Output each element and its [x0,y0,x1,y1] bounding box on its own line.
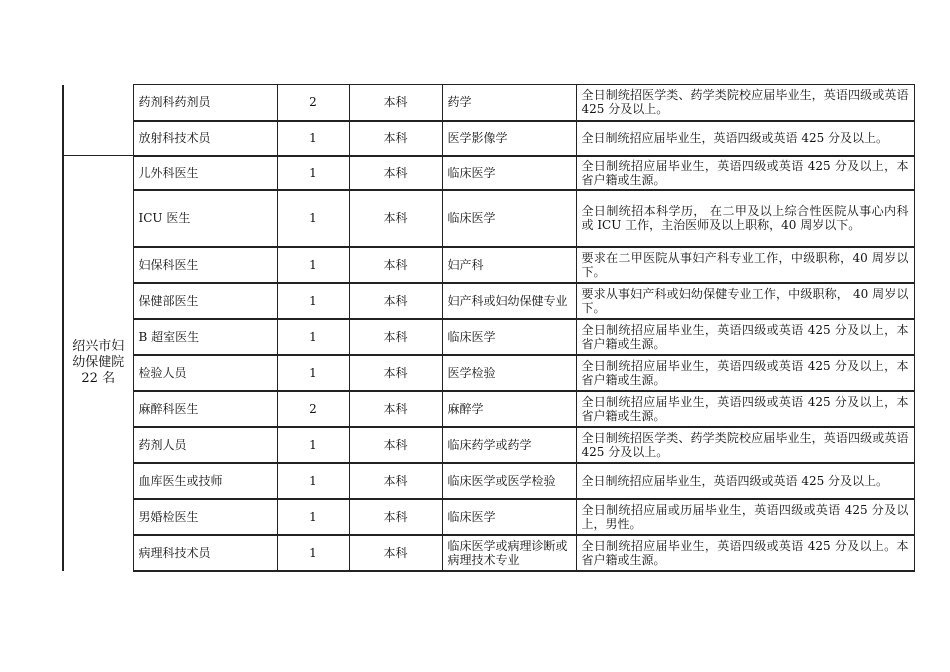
education-cell: 本科 [349,499,442,535]
position-cell: 药剂人员 [133,427,277,463]
requirement-cell: 全日制统招医学类、药学类院校应届毕业生，英语四级或英语 425 分及以上。 [576,427,914,463]
requirement-cell: 全日制统招本科学历， 在二甲及以上综合性医院从事心内科或 ICU 工作，主治医师及以上职称，40 周岁以下。 [576,190,914,247]
requirement-cell: 全日制统招应届毕业生，英语四级或英语 425 分及以上，本省户籍或生源。 [576,391,914,427]
major-cell: 医学检验 [442,355,576,391]
requirement-cell: 全日制统招应届毕业生，英语四级或英语 425 分及以上。 [576,121,914,156]
count-cell: 1 [277,156,349,190]
table-row [63,156,914,190]
position-cell: 放射科技术员 [133,121,277,156]
count-cell: 2 [277,85,349,121]
table-row [63,247,914,283]
position-cell: ICU 医生 [133,190,277,247]
major-cell: 临床医学 [442,319,576,355]
requirement-cell: 全日制统招应届毕业生，英语四级或英语 425 分及以上，本省户籍或生源。 [576,355,914,391]
table-row [63,190,914,247]
count-cell: 1 [277,319,349,355]
education-cell: 本科 [349,121,442,156]
table-row [63,391,914,427]
table-row [63,499,914,535]
major-cell: 医学影像学 [442,121,576,156]
education-cell: 本科 [349,156,442,190]
table-row [63,427,914,463]
requirement-cell: 全日制统招应届毕业生，英语四级或英语 425 分及以上，本省户籍或生源。 [576,319,914,355]
education-cell: 本科 [349,391,442,427]
table-row [63,319,914,355]
table-row [63,535,914,571]
position-cell: 病理科技术员 [133,535,277,571]
major-cell: 临床医学或医学检验 [442,463,576,499]
requirement-cell: 全日制统招应届毕业生，英语四级或英语 425 分及以上。本省户籍或生源。 [576,535,914,571]
education-cell: 本科 [349,535,442,571]
count-cell: 2 [277,391,349,427]
major-cell: 临床医学或病理诊断或病理技术专业 [442,535,576,571]
count-cell: 1 [277,535,349,571]
requirement-cell: 要求在二甲医院从事妇产科专业工作，中级职称，40 周岁以下。 [576,247,914,283]
position-cell: 妇保科医生 [133,247,277,283]
major-cell: 临床医学 [442,190,576,247]
major-cell: 临床药学或药学 [442,427,576,463]
major-cell: 临床医学 [442,156,576,190]
education-cell: 本科 [349,85,442,121]
position-cell: 儿外科医生 [133,156,277,190]
position-cell: 男婚检医生 [133,499,277,535]
count-cell: 1 [277,247,349,283]
requirement-cell: 要求从事妇产科或妇幼保健专业工作，中级职称， 40 周岁以下。 [576,283,914,319]
education-cell: 本科 [349,190,442,247]
table-row [63,121,914,156]
table-row [63,355,914,391]
major-cell: 药学 [442,85,576,121]
position-cell: 保健部医生 [133,283,277,319]
position-cell: 血库医生或技师 [133,463,277,499]
position-cell: 麻醉科医生 [133,391,277,427]
recruitment-table [62,84,915,572]
requirement-cell: 全日制统招应届或历届毕业生，英语四级或英语 425 分及以上，男性。 [576,499,914,535]
table-row [63,283,914,319]
count-cell: 1 [277,499,349,535]
position-cell: B 超室医生 [133,319,277,355]
table-row [63,463,914,499]
major-cell: 临床医学 [442,499,576,535]
count-cell: 1 [277,190,349,247]
position-cell: 药剂科药剂员 [133,85,277,121]
education-cell: 本科 [349,427,442,463]
count-cell: 1 [277,427,349,463]
count-cell: 1 [277,121,349,156]
count-cell: 1 [277,355,349,391]
major-cell: 妇产科 [442,247,576,283]
table-body [63,85,914,571]
position-cell: 检验人员 [133,355,277,391]
major-cell: 麻醉学 [442,391,576,427]
unit-cell: 绍兴市妇幼保健院22 名 [63,156,133,571]
requirement-cell: 全日制统招医学类、药学类院校应届毕业生，英语四级或英语 425 分及以上。 [576,85,914,121]
count-cell: 1 [277,283,349,319]
major-cell: 妇产科或妇幼保健专业 [442,283,576,319]
education-cell: 本科 [349,355,442,391]
education-cell: 本科 [349,283,442,319]
education-cell: 本科 [349,247,442,283]
table-row [63,85,914,121]
requirement-cell: 全日制统招应届毕业生，英语四级或英语 425 分及以上。 [576,463,914,499]
education-cell: 本科 [349,463,442,499]
requirement-cell: 全日制统招应届毕业生，英语四级或英语 425 分及以上，本省户籍或生源。 [576,156,914,190]
education-cell: 本科 [349,319,442,355]
unit-cell [63,85,133,156]
count-cell: 1 [277,463,349,499]
